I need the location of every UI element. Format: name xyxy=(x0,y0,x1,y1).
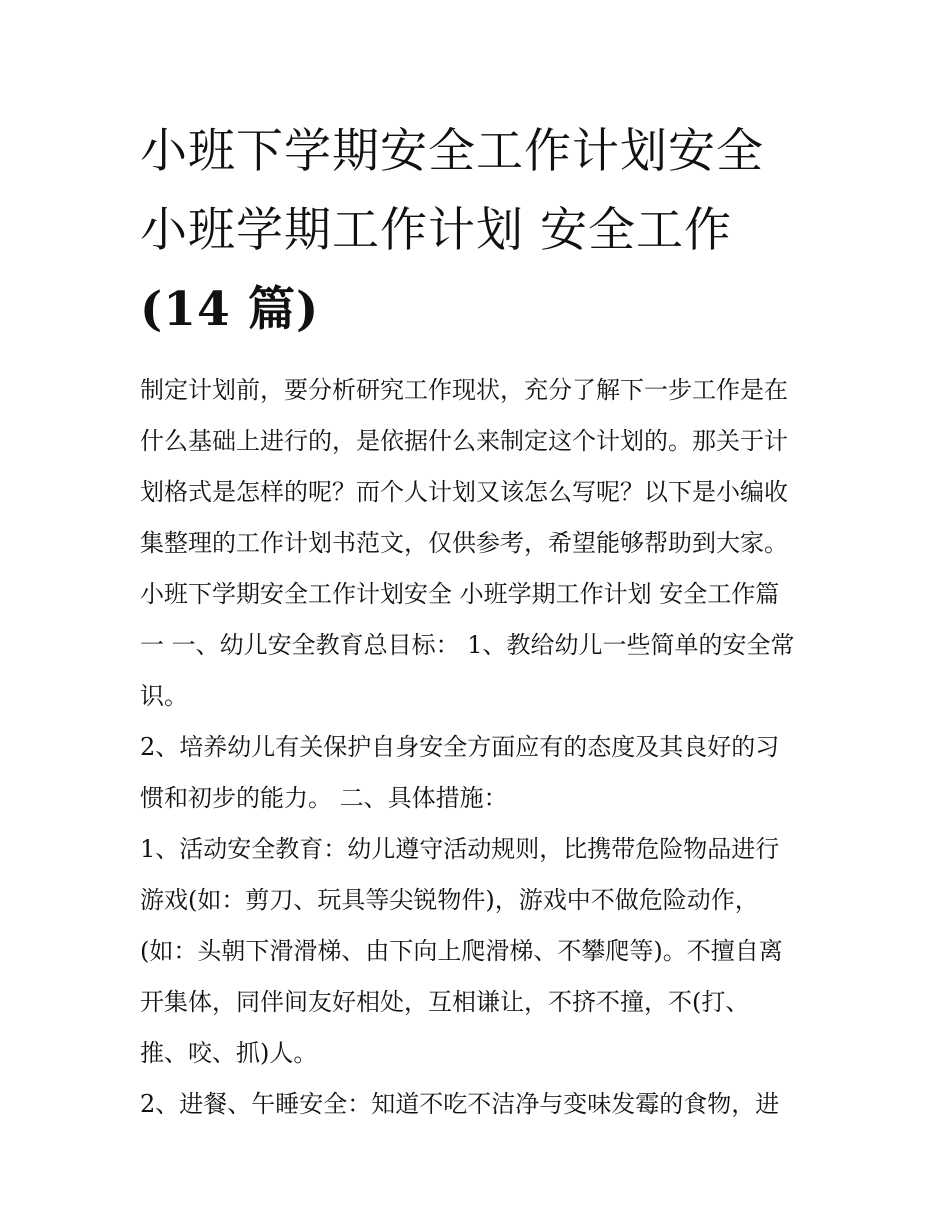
body-line-1: 制定计划前，要分析研究工作现状，充分了解下一步工作是在 xyxy=(140,376,788,404)
body-line-6: 一 一、幼儿安全教育总目标： 1、教给幼儿一些简单的安全常 xyxy=(140,631,795,659)
title-line-1: 小班下学期安全工作计划安全 xyxy=(140,124,764,179)
document-body xyxy=(140,365,830,1130)
body-line-11: 游戏(如：剪刀、玩具等尖锐物件)，游戏中不做危险动作， xyxy=(140,886,759,914)
body-line-13: 开集体，同伴间友好相处，互相谦让，不挤不撞，不(打、 xyxy=(140,988,750,1016)
body-line-15: 2、进餐、午睡安全：知道不吃不洁净与变味发霉的食物，进 xyxy=(140,1090,780,1118)
body-line-5: 小班下学期安全工作计划安全 小班学期工作计划 安全工作篇 xyxy=(140,580,780,608)
body-line-10: 1、活动安全教育：幼儿遵守活动规则，比携带危险物品进行 xyxy=(140,835,780,863)
document-content xyxy=(140,112,830,1130)
body-line-12: (如：头朝下滑滑梯、由下向上爬滑梯、不攀爬等)。不擅自离 xyxy=(140,937,783,965)
body-line-7: 识。 xyxy=(140,682,188,710)
title-line-3: (14 篇) xyxy=(140,282,320,337)
body-line-9: 惯和初步的能力。 二、具体措施： xyxy=(140,784,508,812)
body-line-8: 2、培养幼儿有关保护自身安全方面应有的态度及其良好的习 xyxy=(140,733,780,761)
body-line-2: 什么基础上进行的，是依据什么来制定这个计划的。那关于计 xyxy=(140,427,788,455)
body-line-3: 划格式是怎样的呢？而个人计划又该怎么写呢？以下是小编收 xyxy=(140,478,788,506)
title-line-2: 小班学期工作计划 安全工作 xyxy=(140,203,732,258)
document-title xyxy=(140,112,830,349)
body-line-4: 集整理的工作计划书范文，仅供参考，希望能够帮助到大家。 xyxy=(140,529,788,557)
body-line-14: 推、咬、抓)人。 xyxy=(140,1039,318,1067)
